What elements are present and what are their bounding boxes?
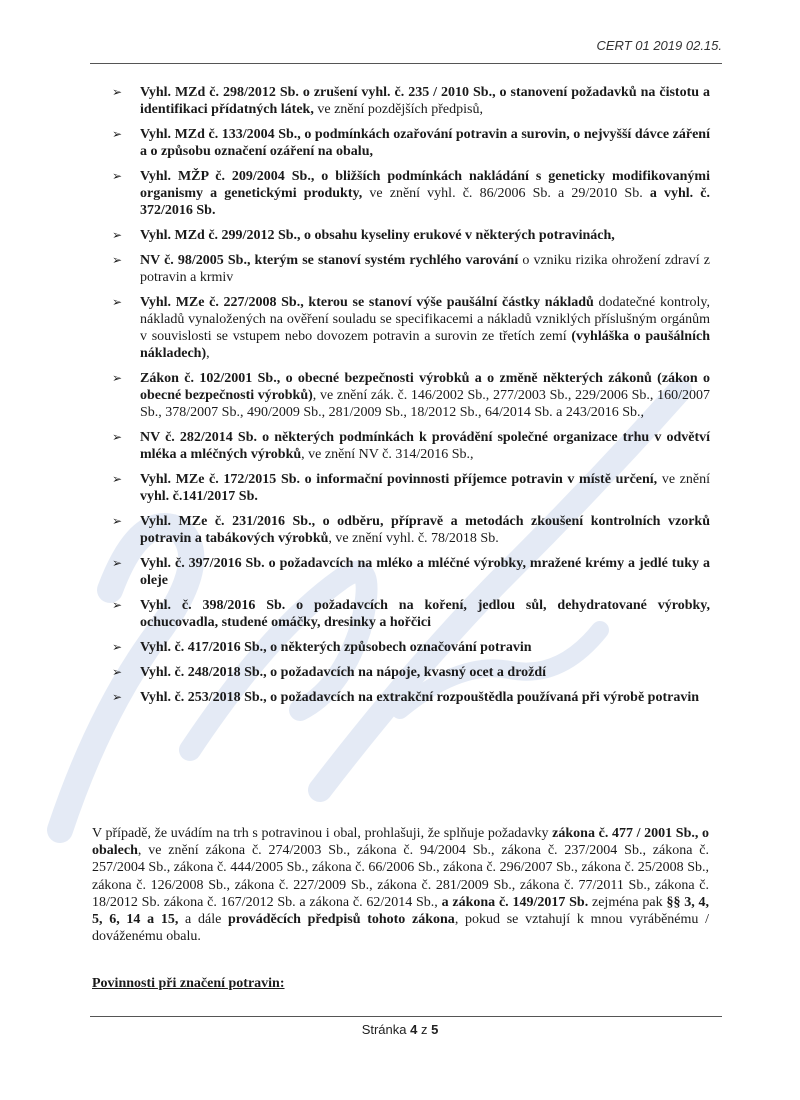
legislation-title: Vyhl. č. 397/2016 Sb. o požadavcích na mléko a mléčné výrobky, mražené krémy a jedlé tuky a oleje — [140, 556, 710, 588]
legislation-item — [112, 555, 710, 589]
legislation-item — [112, 471, 710, 505]
legislation-title: Zákon č. 102/2001 Sb., o obecné bezpečnosti výrobků a o změně některých zákonů (zákon o obecné bezpečnosti výrobků) — [140, 371, 710, 403]
arrow-bullet-icon: ➢ — [112, 665, 123, 679]
text: V případě, že uvádím na trh s potravinou i obal, prohlašuji, že splňuje požadavky — [92, 826, 553, 841]
legislation-item — [112, 126, 710, 160]
section-reference: §§ 3, 4, 5, 6, 14 a 15, — [92, 894, 710, 928]
legislation-item — [112, 227, 710, 244]
packaging-declaration — [92, 825, 709, 945]
legislation-title: Vyhl. č. 417/2016 Sb., o některých způsobech označování potravin — [140, 640, 532, 655]
arrow-bullet-icon: ➢ — [112, 640, 123, 654]
legislation-title: Vyhl. MZe č. 172/2015 Sb. o informační povinnosti příjemce potravin v místě určení, — [140, 472, 658, 487]
legislation-item — [112, 664, 710, 681]
section-title: Povinnosti při značení potravin: — [92, 976, 285, 991]
arrow-bullet-icon: ➢ — [112, 127, 123, 141]
arrow-bullet-icon: ➢ — [112, 253, 123, 267]
text: , ve znění zákona č. 274/2003 Sb., zákona č. 94/2004 Sb., zákona č. 237/2004 Sb., zákona č. 257/2004 Sb., zákona č. 444/2005 Sb., zákona č. 66/2006 Sb., zákona č. 296/2007 Sb., zákona č. 25/2008 Sb., zákona č. 126/2008 Sb., zákona č. 227/2009 Sb., zákona č. 281/2009 Sb., zákona č. 77/2011 Sb., zákona č. 18/2012 Sb. zákona č. 167/2012 Sb. a zákona č. 62/2014 Sb., — [92, 843, 709, 910]
legislation-note: o vzniku rizika ohrožení zdraví z potravin a krmiv — [140, 253, 710, 285]
legislation-item — [112, 294, 710, 362]
legislation-title: Vyhl. MZe č. 231/2016 Sb., o odběru, přípravě a metodách zkoušení kontrolních vzorků potravin a tabákových výrobků — [140, 514, 710, 546]
total-pages: 5 — [431, 1022, 439, 1037]
page-number — [0, 1022, 800, 1037]
header-divider — [90, 63, 722, 64]
legislation-note: , ve znění vyhl. č. 78/2018 Sb. — [328, 531, 499, 546]
legislation-note: ve znění — [657, 472, 711, 487]
legislation-title: vyhl. č.141/2017 Sb. — [140, 489, 258, 504]
legislation-item — [112, 370, 710, 421]
page-header-reference: CERT 01 2019 02.15. — [596, 38, 722, 53]
arrow-bullet-icon: ➢ — [112, 371, 123, 385]
law-reference: a zákona č. 149/2017 Sb. — [441, 894, 589, 910]
text: a dále — [178, 912, 229, 928]
law-reference: zákona č. 477 / 2001 Sb., o obalech — [92, 826, 710, 859]
legislation-title: Vyhl. č. 248/2018 Sb., o požadavcích na nápoje, kvasný ocet a droždí — [140, 665, 547, 680]
arrow-bullet-icon: ➢ — [112, 690, 123, 704]
text: , pokud se vztahují k mnou vyráběnému / dováženému obalu. — [92, 912, 710, 945]
legislation-note: dodatečné kontroly, nákladů vynaložených na ověření souladu se specifikacemi a nákladů vzniklých příslušným orgánům v souvislosti se vstupem nebo dovozem potravin a surovin ze třetích zemí — [140, 295, 710, 344]
legislation-note: , — [206, 346, 210, 361]
legislation-title: NV č. 98/2005 Sb., kterým se stanoví systém rychlého varování — [140, 253, 519, 268]
legislation-item — [112, 689, 710, 706]
arrow-bullet-icon: ➢ — [112, 85, 123, 99]
legislation-title: NV č. 282/2014 Sb. o některých podmínkách k provádění společné organizace trhu v odvětví mléka a mléčných výrobků — [140, 430, 710, 462]
legislation-title: Vyhl. MŽP č. 209/2004 Sb., o bližších podmínkách nakládání s geneticky modifikovanými organismy a genetickými produkty, — [140, 169, 710, 201]
legislation-note: ve znění pozdějších předpisů, — [313, 102, 483, 117]
legislation-title: a vyhl. č. 372/2016 Sb. — [140, 186, 711, 218]
legislation-item — [112, 84, 710, 118]
current-page: 4 — [410, 1022, 418, 1037]
legislation-item — [112, 597, 710, 631]
text: zejména pak — [588, 894, 667, 910]
legislation-title: Vyhl. č. 398/2016 Sb. o požadavcích na koření, jedlou sůl, dehydratované výrobky, ochucovadla, studené omáčky, dresinky a hořčici — [140, 598, 710, 630]
legislation-title: Vyhl. MZd č. 133/2004 Sb., o podmínkách ozařování potravin a surovin, o nejvyšší dávce záření a o způsobu označení ozáření na obalu, — [140, 127, 710, 159]
arrow-bullet-icon: ➢ — [112, 430, 123, 444]
legislation-item — [112, 429, 710, 463]
legislation-note: ve znění vyhl. č. 86/2006 Sb. a 29/2010 Sb. — [362, 186, 650, 201]
arrow-bullet-icon: ➢ — [112, 295, 123, 309]
arrow-bullet-icon: ➢ — [112, 598, 123, 612]
arrow-bullet-icon: ➢ — [112, 228, 123, 242]
legislation-title: Vyhl. MZe č. 227/2008 Sb., kterou se stanoví výše paušální částky nákladů — [140, 295, 594, 310]
legislation-item — [112, 252, 710, 286]
arrow-bullet-icon: ➢ — [112, 556, 123, 570]
legislation-item — [112, 168, 710, 219]
law-reference: prováděcích předpisů tohoto zákona — [228, 912, 455, 928]
page-separator: z — [417, 1022, 432, 1037]
arrow-bullet-icon: ➢ — [112, 169, 123, 183]
legislation-item — [112, 639, 710, 656]
legislation-note: , ve znění zák. č. 146/2002 Sb., 277/2003 Sb., 229/2006 Sb., 160/2007 Sb., 378/2007 Sb., 490/2009 Sb., 281/2009 Sb., 18/2012 Sb., 64/2014 Sb. a 243/2016 Sb., — [140, 388, 710, 420]
page-label: Stránka — [361, 1022, 411, 1037]
arrow-bullet-icon: ➢ — [112, 514, 123, 528]
legislation-title: Vyhl. MZd č. 298/2012 Sb. o zrušení vyhl. č. 235 / 2010 Sb., o stanovení požadavků na čistotu a identifikaci přídatných látek, — [140, 85, 710, 117]
legislation-note: , ve znění NV č. 314/2016 Sb., — [301, 447, 474, 462]
legislation-title: Vyhl. č. 253/2018 Sb., o požadavcích na extrakční rozpouštědla používaná při výrobě potravin — [140, 690, 700, 705]
legislation-title: (vyhláška o paušálních nákladech) — [140, 329, 710, 361]
legislation-item — [112, 513, 710, 547]
footer-divider — [90, 1016, 722, 1017]
legislation-title: Vyhl. MZd č. 299/2012 Sb., o obsahu kyseliny erukové v některých potravinách, — [140, 228, 615, 243]
legislation-list — [112, 84, 710, 714]
arrow-bullet-icon: ➢ — [112, 472, 123, 486]
